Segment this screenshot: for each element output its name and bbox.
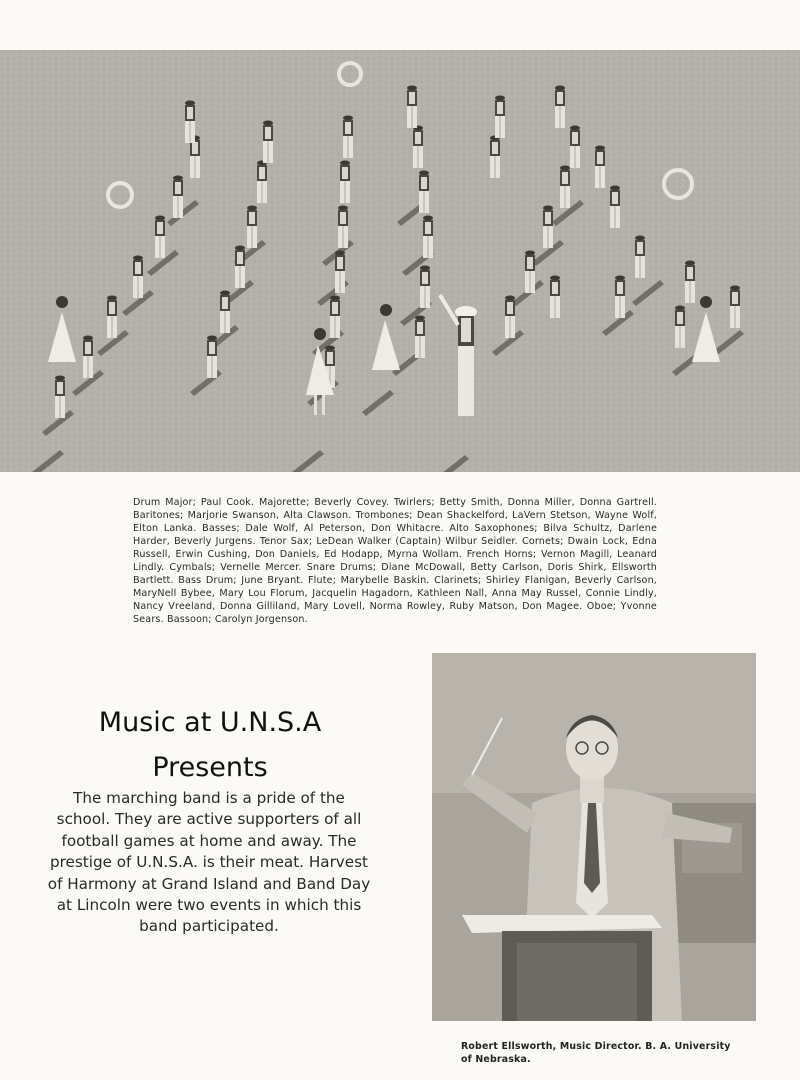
band-roster-caption: Drum Major; Paul Cook. Majorette; Beverly Covey. Twirlers; Betty Smith, Donna Miller, Donna Gartrell. Baritones; Marjorie Swanson, Alta Clawson. Trombones; Dean Shackelford, LaVern Stetson, Wayne Wolf, Elton Lanka. Basses; Dale Wolf, Al Peterson, Don Whitacre. Alto Saxophones; Bilva Schultz, Darlene Harder, Beverly Jurgens. Tenor Sax; LeDean Walker (Captain) Wilbur Seidler. Cornets; Dwain Lock, Edna Russell, Erwin Cushing, Don Daniels, Ed Hodapp, Myrna Wollam. French Horns; Vernon Magill, Leanard Lindly. Cymbals; Vernelle Mercer. Snare Drums; Diane McDowall, Betty Carlson, Doris Shirk, Ellsworth Bartlett. Bass Drum; June Bryant. Flute; Marybelle Baskin. Clarinets; Shirley Flanigan, Beverly Carlson, MaryNell Bybee, Mary Lou Florum, Jacquelin Hagadorn, Kathleen Nall, Anna May Russel, Connie Lindly, Nancy Vreeland, Donna Gilliland, Mary Lovell, Norma Rowley, Ruby Matson, Don Magee. Oboe; Yvonne Sears. Bassoon; Carolyn Jorgenson. xyxy=(133,496,657,626)
band-description: The marching band is a pride of the school. They are active supporters of all football games at home and away. The prestige of U.N.S.A. is their meat. Harvest of Harmony at Grand Island and Band Day at Lincoln were two events in which this band participated. xyxy=(47,789,371,936)
marching-band-illustration xyxy=(0,50,800,472)
music-director-photo xyxy=(432,653,756,1021)
heading-line-2: Presents xyxy=(152,752,268,783)
music-director-caption: Robert Ellsworth, Music Director. B. A. University of Nebraska. xyxy=(461,1041,731,1066)
page-heading xyxy=(40,700,380,790)
director-illustration xyxy=(432,653,756,1021)
heading-line-1: Music at U.N.S.A xyxy=(98,707,322,738)
marching-band-photo xyxy=(0,50,800,472)
